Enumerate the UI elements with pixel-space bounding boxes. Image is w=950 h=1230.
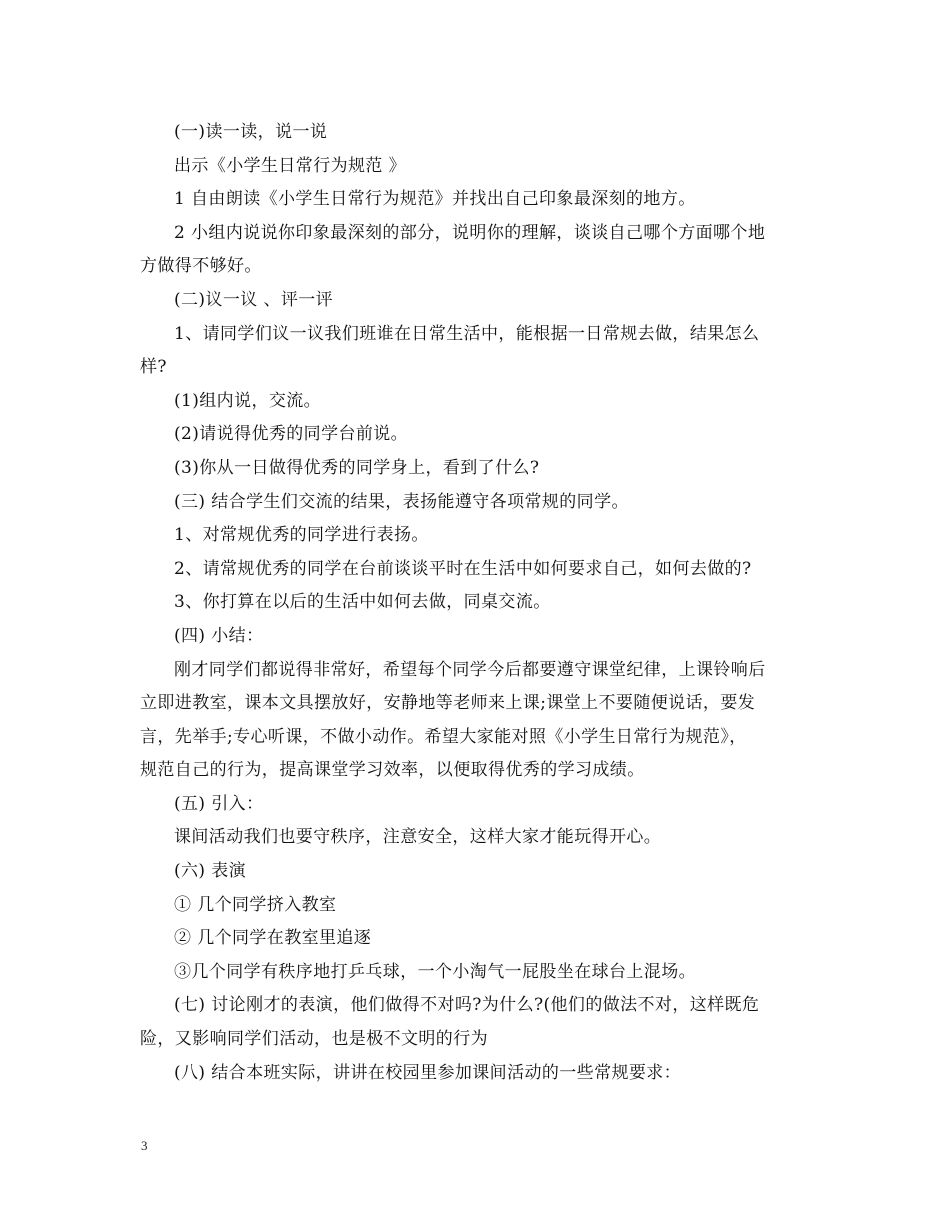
text-line: 立即进教室，课本文具摆放好，安静地等老师来上课;课堂上不要随便说话，要发 [140, 693, 756, 714]
text-line: (2)请说得优秀的同学台前说。 [174, 424, 409, 445]
text-line: (三) 结合学生们交流的结果，表扬能遵守各项常规的同学。 [174, 491, 629, 512]
page-number: 3 [141, 1138, 148, 1153]
text-line: 2 小组内说说你印象最深刻的部分，说明你的理解，谈谈自己哪个方面哪个地 [174, 222, 766, 243]
text-line: 3、你打算在以后的生活中如何去做，同桌交流。 [174, 592, 551, 613]
text-line: 险，又影响同学们活动，也是极不文明的行为 [140, 1029, 488, 1050]
text-line: (六) 表演 [174, 861, 247, 882]
text-line: (1)组内说，交流。 [174, 390, 322, 411]
text-line: (四) 小结： [174, 625, 264, 646]
text-line: (二)议一议 、评一评 [174, 289, 334, 310]
text-line: 1、请同学们议一议我们班谁在日常生活中，能根据一日常规去做，结果怎么 [174, 323, 760, 344]
text-line: 样? [140, 357, 167, 378]
text-line: ② 几个同学在教室里追逐 [174, 928, 372, 949]
text-line: (五) 引入： [174, 793, 264, 814]
text-line: 2、请常规优秀的同学在台前谈谈平时在生活中如何要求自己，如何去做的? [174, 558, 752, 579]
text-line: 规范自己的行为，提高课堂学习效率，以便取得优秀的学习成绩。 [140, 760, 645, 781]
text-line: (一)读一读，说一说 [174, 122, 328, 142]
text-line: 1、对常规优秀的同学进行表扬。 [174, 525, 429, 546]
text-line: (3)你从一日做得优秀的同学身上，看到了什么? [174, 457, 540, 478]
text-line: 方做得不够好。 [140, 256, 262, 277]
text-line: 1 自由朗读《小学生日常行为规范》并找出自己印象最深刻的地方。 [174, 189, 696, 210]
text-line: ① 几个同学挤入教室 [174, 894, 337, 915]
text-line: (八) 结合本班实际，讲讲在校园里参加课间活动的一些常规要求： [174, 1062, 682, 1083]
text-line: 言，先举手;专心听课，不做小动作。希望大家能对照《小学生日常行为规范》， [140, 726, 747, 747]
document-body [140, 116, 820, 1090]
text-line: 出示《小学生日常行为规范 》 [174, 155, 407, 176]
text-line: 课间活动我们也要守秩序，注意安全，这样大家才能玩得开心。 [174, 827, 662, 848]
text-line: (七) 讨论刚才的表演，他们做得不对吗?为什么?(他们的做法不对，这样既危 [174, 995, 760, 1016]
text-line: 刚才同学们都说得非常好，希望每个同学今后都要遵守课堂纪律，上课铃响后 [174, 659, 766, 680]
text-line: ③几个同学有秩序地打乒乓球，一个小淘气一屁股坐在球台上混场。 [174, 961, 696, 982]
